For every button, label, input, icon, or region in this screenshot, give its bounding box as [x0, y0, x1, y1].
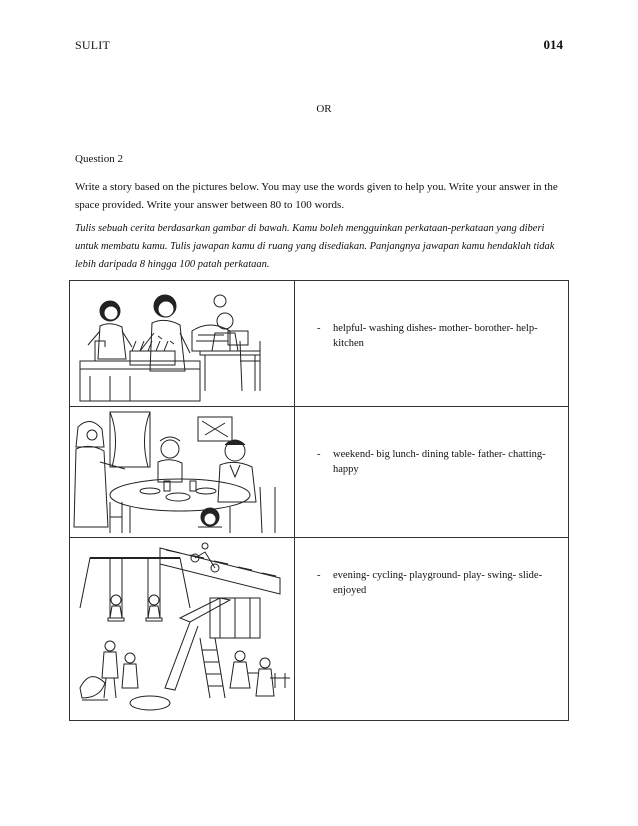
word-hints-cell: [295, 538, 569, 721]
header-sulit: SULIT: [75, 38, 110, 52]
header-page-code: 014: [543, 37, 563, 52]
bullet-dash: -: [317, 449, 321, 460]
instruction-english: Write a story based on the pictures below. You may use the words given to help you. Write your answer in the space provided. Write your answer between 80 to 100 words.: [75, 181, 558, 211]
word-hints-cell: [295, 281, 569, 407]
bullet-dash: -: [317, 323, 321, 334]
instruction-malay: Tulis sebuah cerita berdasarkan gambar di bawah. Kamu boleh mengguinkan perkataan-perkataan yang diberi untuk membatu kamu. Tulis jawapan kamu di ruang yang disediakan. Panjangnya jawapan kamu hendaklah tidak lebih daripada 8 hingga 100 patah perkataan.: [75, 223, 555, 270]
family-lunch-dining-table-illustration: [70, 407, 294, 537]
playground-children-playing-illustration: [70, 538, 294, 720]
picture-cell: [70, 281, 295, 407]
kitchen-washing-dishes-illustration: [70, 281, 294, 406]
question-title: Question 2: [75, 153, 123, 165]
word-hints-text: weekend- big lunch- dining table- father- chatting- happy: [333, 449, 546, 475]
bullet-dash: -: [317, 570, 321, 581]
word-hints-text: helpful- washing dishes- mother- borother- help- kitchen: [333, 323, 538, 349]
word-hints-text: evening- cycling- playground- play- swing- slide- enjoyed: [333, 570, 543, 596]
word-hints-cell: [295, 407, 569, 538]
table-row: [70, 538, 569, 721]
story-picture-table: [69, 280, 569, 721]
or-separator: OR: [316, 103, 332, 115]
table-row: [70, 281, 569, 407]
picture-cell: [70, 407, 295, 538]
picture-cell: [70, 538, 295, 721]
table-row: [70, 407, 569, 538]
